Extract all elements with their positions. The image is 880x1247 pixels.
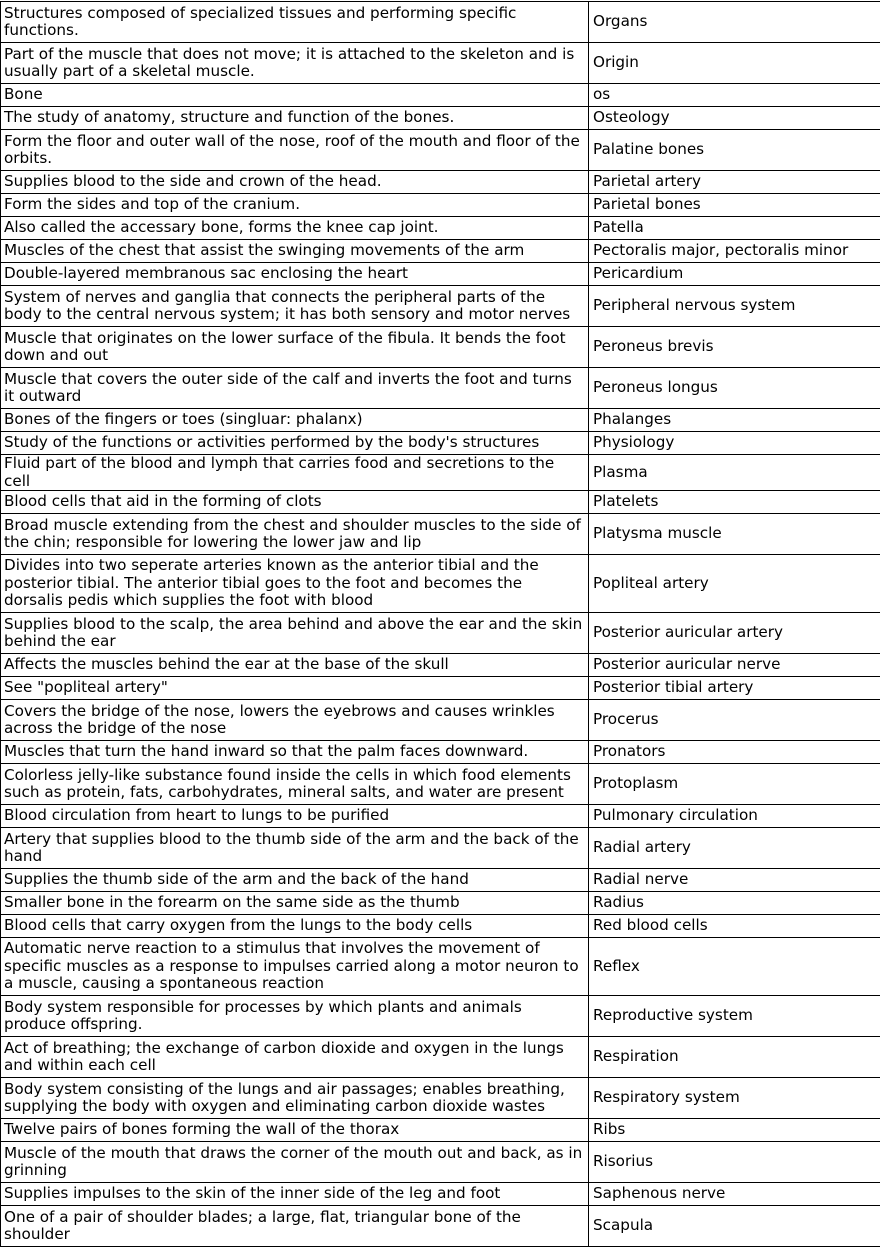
term-cell: Origin <box>589 43 880 84</box>
table-row <box>1 43 880 84</box>
table-row <box>1 1037 880 1078</box>
term-cell: Radius <box>589 892 880 915</box>
term-cell: Posterior auricular nerve <box>589 654 880 677</box>
table-row <box>1 654 880 677</box>
term-cell: os <box>589 84 880 107</box>
definition-cell: One of a pair of shoulder blades; a large, flat, triangular bone of the shoulder <box>1 1206 589 1247</box>
term-cell: Red blood cells <box>589 915 880 938</box>
term-cell: Saphenous nerve <box>589 1183 880 1206</box>
definition-cell: Colorless jelly-like substance found inside the cells in which food elements such as protein, fats, carbohydrates, mineral salts, and water are present <box>1 764 589 805</box>
term-cell: Peripheral nervous system <box>589 286 880 327</box>
table-row <box>1 1142 880 1183</box>
table-row <box>1 286 880 327</box>
term-cell: Respiratory system <box>589 1078 880 1119</box>
term-cell: Organs <box>589 2 880 43</box>
definition-cell: Supplies blood to the side and crown of the head. <box>1 171 589 194</box>
table-row <box>1 613 880 654</box>
table-row <box>1 130 880 171</box>
definition-cell: Affects the muscles behind the ear at the base of the skull <box>1 654 589 677</box>
term-cell: Pronators <box>589 741 880 764</box>
definition-cell: Blood circulation from heart to lungs to be purified <box>1 805 589 828</box>
table-row <box>1 677 880 700</box>
definition-cell: Form the floor and outer wall of the nose, roof of the mouth and floor of the orbits. <box>1 130 589 171</box>
definition-cell: Blood cells that aid in the forming of clots <box>1 491 589 514</box>
table-row <box>1 915 880 938</box>
table-row <box>1 217 880 240</box>
table-row <box>1 938 880 996</box>
term-cell: Parietal artery <box>589 171 880 194</box>
definition-cell: Supplies blood to the scalp, the area behind and above the ear and the skin behind the ear <box>1 613 589 654</box>
definition-cell: Artery that supplies blood to the thumb side of the arm and the back of the hand <box>1 828 589 869</box>
table-row <box>1 1206 880 1247</box>
definition-cell: Bone <box>1 84 589 107</box>
table-row <box>1 1183 880 1206</box>
definition-cell: Body system responsible for processes by which plants and animals produce offspring. <box>1 996 589 1037</box>
definition-cell: Divides into two seperate arteries known as the anterior tibial and the posterior tibial. The anterior tibial goes to the foot and becomes the dorsalis pedis which supplies the foot with blood <box>1 555 589 613</box>
definition-cell: System of nerves and ganglia that connects the peripheral parts of the body to the central nervous system; it has both sensory and motor nerves <box>1 286 589 327</box>
table-row <box>1 432 880 455</box>
term-cell: Platelets <box>589 491 880 514</box>
definition-cell: Bones of the fingers or toes (singluar: phalanx) <box>1 409 589 432</box>
definition-cell: Also called the accessary bone, forms the knee cap joint. <box>1 217 589 240</box>
term-cell: Risorius <box>589 1142 880 1183</box>
definition-cell: Muscle that originates on the lower surface of the fibula. It bends the foot down and out <box>1 327 589 368</box>
table-row <box>1 892 880 915</box>
table-row <box>1 828 880 869</box>
table-row <box>1 491 880 514</box>
term-cell: Platysma muscle <box>589 514 880 555</box>
definition-cell: Muscle of the mouth that draws the corner of the mouth out and back, as in grinning <box>1 1142 589 1183</box>
definition-cell: Form the sides and top of the cranium. <box>1 194 589 217</box>
table-row <box>1 741 880 764</box>
term-cell: Scapula <box>589 1206 880 1247</box>
term-cell: Parietal bones <box>589 194 880 217</box>
term-cell: Posterior auricular artery <box>589 613 880 654</box>
table-row <box>1 869 880 892</box>
term-cell: Ribs <box>589 1119 880 1142</box>
definition-cell: Body system consisting of the lungs and air passages; enables breathing, supplying the body with oxygen and eliminating carbon dioxide wastes <box>1 1078 589 1119</box>
term-cell: Pulmonary circulation <box>589 805 880 828</box>
definition-cell: Supplies impulses to the skin of the inner side of the leg and foot <box>1 1183 589 1206</box>
definition-cell: Covers the bridge of the nose, lowers the eyebrows and causes wrinkles across the bridge of the nose <box>1 700 589 741</box>
definition-cell: Broad muscle extending from the chest and shoulder muscles to the side of the chin; responsible for lowering the lower jaw and lip <box>1 514 589 555</box>
definition-cell: Structures composed of specialized tissues and performing specific functions. <box>1 2 589 43</box>
table-row <box>1 555 880 613</box>
definition-cell: Muscles that turn the hand inward so that the palm faces downward. <box>1 741 589 764</box>
definition-cell: Study of the functions or activities performed by the body's structures <box>1 432 589 455</box>
definition-cell: Supplies the thumb side of the arm and the back of the hand <box>1 869 589 892</box>
table-row <box>1 764 880 805</box>
table-row <box>1 107 880 130</box>
term-cell: Patella <box>589 217 880 240</box>
definition-cell: Double-layered membranous sac enclosing the heart <box>1 263 589 286</box>
term-cell: Reflex <box>589 938 880 996</box>
definition-cell: Smaller bone in the forearm on the same side as the thumb <box>1 892 589 915</box>
definition-cell: Twelve pairs of bones forming the wall of the thorax <box>1 1119 589 1142</box>
table-row <box>1 240 880 263</box>
definition-cell: Muscles of the chest that assist the swinging movements of the arm <box>1 240 589 263</box>
glossary-table <box>0 1 880 1247</box>
table-row <box>1 1119 880 1142</box>
term-cell: Radial artery <box>589 828 880 869</box>
definition-cell: Act of breathing; the exchange of carbon dioxide and oxygen in the lungs and within each cell <box>1 1037 589 1078</box>
table-row <box>1 996 880 1037</box>
table-row <box>1 327 880 368</box>
definition-cell: Fluid part of the blood and lymph that carries food and secretions to the cell <box>1 455 589 491</box>
term-cell: Peroneus longus <box>589 368 880 409</box>
term-cell: Pericardium <box>589 263 880 286</box>
definition-cell: Automatic nerve reaction to a stimulus that involves the movement of specific muscles as a response to impulses carried along a motor neuron to a muscle, causing a spontaneous reaction <box>1 938 589 996</box>
term-cell: Radial nerve <box>589 869 880 892</box>
term-cell: Pectoralis major, pectoralis minor <box>589 240 880 263</box>
glossary-table-body <box>1 2 880 1247</box>
term-cell: Peroneus brevis <box>589 327 880 368</box>
table-row <box>1 194 880 217</box>
table-row <box>1 2 880 43</box>
term-cell: Palatine bones <box>589 130 880 171</box>
table-row <box>1 84 880 107</box>
term-cell: Reproductive system <box>589 996 880 1037</box>
term-cell: Phalanges <box>589 409 880 432</box>
table-row <box>1 263 880 286</box>
table-row <box>1 514 880 555</box>
table-row <box>1 171 880 194</box>
table-row <box>1 700 880 741</box>
definition-cell: Blood cells that carry oxygen from the lungs to the body cells <box>1 915 589 938</box>
definition-cell: Muscle that covers the outer side of the calf and inverts the foot and turns it outward <box>1 368 589 409</box>
definition-cell: Part of the muscle that does not move; it is attached to the skeleton and is usually part of a skeletal muscle. <box>1 43 589 84</box>
term-cell: Popliteal artery <box>589 555 880 613</box>
table-row <box>1 368 880 409</box>
definition-cell: The study of anatomy, structure and function of the bones. <box>1 107 589 130</box>
table-row <box>1 409 880 432</box>
term-cell: Procerus <box>589 700 880 741</box>
term-cell: Osteology <box>589 107 880 130</box>
term-cell: Plasma <box>589 455 880 491</box>
table-row <box>1 455 880 491</box>
term-cell: Respiration <box>589 1037 880 1078</box>
table-row <box>1 805 880 828</box>
table-row <box>1 1078 880 1119</box>
term-cell: Physiology <box>589 432 880 455</box>
term-cell: Protoplasm <box>589 764 880 805</box>
term-cell: Posterior tibial artery <box>589 677 880 700</box>
definition-cell: See "popliteal artery" <box>1 677 589 700</box>
